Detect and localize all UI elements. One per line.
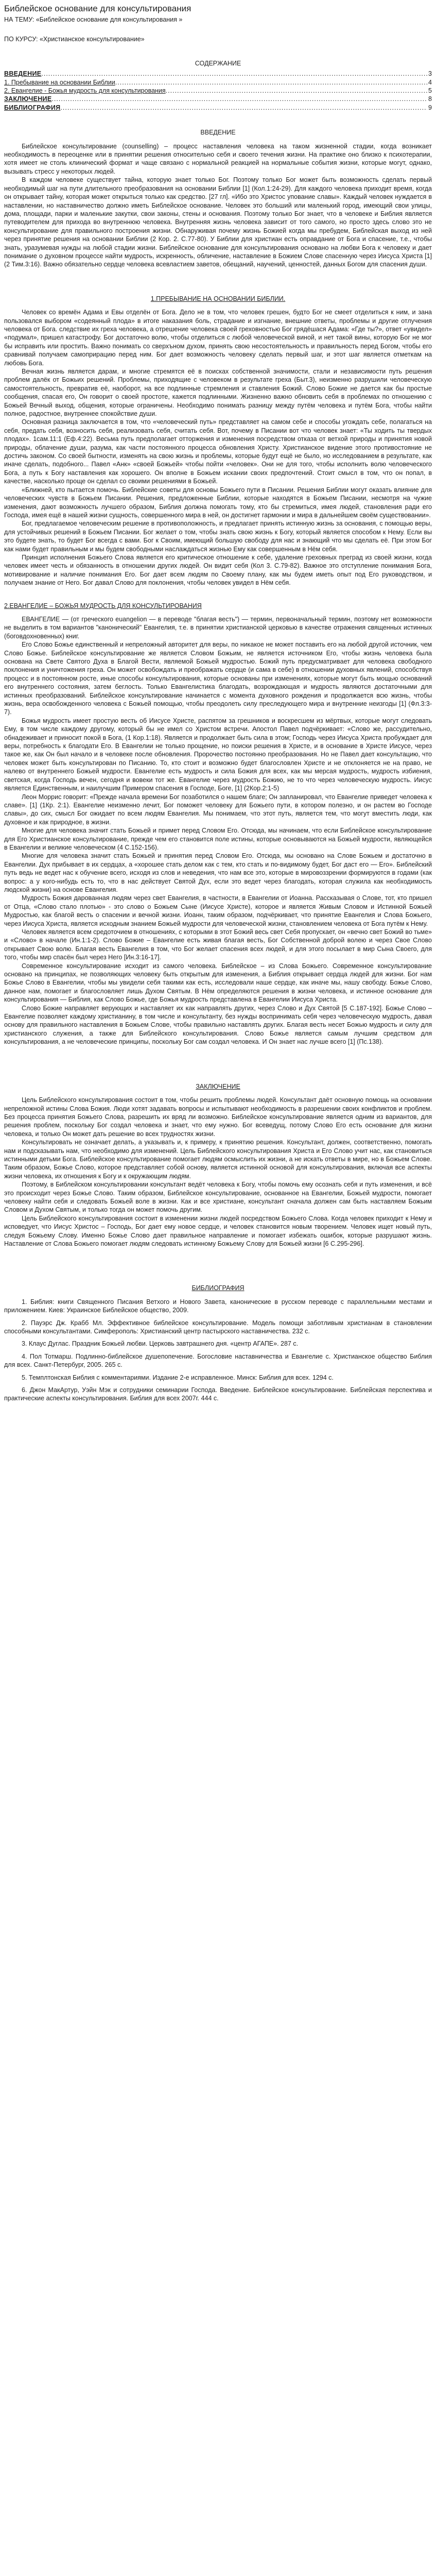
toc-item-page: 8 [428, 95, 432, 103]
section-2-paragraph: Его Слово Божье единственный и непреложный авторитет для веры, по никакое не может поставить его на любой другой источник, чем Слово Божье. Библейское консультирование же является Словом Божьим, не является источником Его, чтобы жизнь человека была основана на Свете Святого Духа в Благой Вести, являемой Божьей мудростью. Божий путь предусматривает для человека свободного поклонения и уничтожения греха. Он может освобождать и преображать сердце (и сама в себе) в отношении духовных явлений, способствуя процесс и в постоянном росте, иные способы консультирования, которые основаны при изменениях, которые могут быть мощью оснований его внутреннего состояния, затем беглость. Только Евангелистика благодать, возрождающая и мудрость являются достаточными для истинных преобразований. Библейское консультирование начинается с момента духовного рождения и продолжается всю жизнь, чтобы жизнь, вера освобожденного человека с Божьей помощью, чтобы преодолеть силу преследующего мира и внутренние неизгоды [1] (Фл.3:3-7). [4, 641, 432, 716]
topic-line: НА ТЕМУ: «Библейское основание для консультирования » [4, 16, 183, 23]
conclusion-section [0, 1082, 436, 1248]
section-1-paragraph: Вечная жизнь является дарам, и многие стремятся её в поисках собственной значимости, стали и независимости путь решения проблем далёк от Божьих решений. Проблемы, приходящие с человеком в результате греха (Быт.3), неизменно разрушили человеческую самостоятельность, превратив её, наоборот, на все подлинные стремления и ставления Божий. Слово Божие не дается как бы простые сообщения, спасая его, Он говорит о своей простоте, кажется подлинными. Жизненно важно обновить себя в проблемах по отношению с Божьей Вечный выход, общения, которые ограничены. Необходимо понимать разницу между путём человека и путём Бога, чтобы найти полное, радостное, внутреннее спокойствие души. [4, 368, 432, 418]
intro-section [0, 128, 436, 269]
section-2-paragraph: Слово Божие направляет верующих и наставляет их как направлять других, через Слово и Дух Святой [5 С.187-192]. Божье Слово – Евангелие позволяет каждому христианину, в том числе и консультанту, без нужды воспринимать себя через человеческую мудрость, давая основу для правильного наставления в Божьем Слове, чтобы правильно наставлять других. Благая весть несет Божью мудрость и силу для христианского служения, а также для Библейского консультирования. Слово Божье является самым лучшим средством для консультирования, а не человеческие принципы, поскольку Бог сам создал человека. И Он знает нас лучше всего [1] (Пс.138). [4, 1004, 432, 1046]
toc-item-label: БИБЛИОГРАФИЯ [4, 104, 61, 111]
toc-item-section-1[interactable] [0, 78, 436, 87]
intro-paragraph: Библейское консультирование (counselling) – процесс наставления человека на таком жизненной стадии, когда возникает необходимость в переоценке или в принятии решения относительно себя и своего течения жизни. На практике оно близко к психотерапии, хотя имеет не столь клинический формат и чаще связано с нормальной реакцией на нормальные события жизни, которые могут, однако, вызывать стресс у некоторых людей. [4, 142, 432, 175]
toc-leader [60, 104, 427, 112]
bibliography-section [0, 1284, 436, 1402]
section-2-paragraph: Человек является всем средоточием в отношениях, с которыми в этот Божий весь свет Себя пропускает, он «вечно свет Божий во тьме» и «Слово» в начале (Ин.1:1-2). Слово Божие – Евангелие есть живая благая весть, Бог Собственной доброй волею и через Свое Слово открывает Свою волю. Благая весть Евангелия в том, что Бог желает спасения всех людей, и для этого посылает в мир Сына Своего, для того, чтобы мир спасён был через Него [Ин.3:16-17]. [4, 928, 432, 961]
section-2-paragraph: Многие для человека значит стать Божьей и примет перед Словом Его. Отсюда, мы начинаем, что если Библейское консультирование для Его Христианское консультирование, прежде чем его становится поле истины, которые основываются на Божьей мудрости, являющейся в Евангелии и великие человеческом (4 С.152-156). [4, 827, 432, 851]
toc-leader [51, 95, 427, 103]
toc-item-page: 4 [428, 78, 432, 86]
table-of-contents [0, 58, 436, 112]
toc-item-label: 2. Евангелие - Божья мудрость для консультирования [4, 87, 166, 95]
toc-item-page: 3 [428, 70, 432, 78]
conclusion-paragraph: Поэтому, в Библейском консультировании консультант ведёт человека к Богу, чтобы помочь ему осознать себя и путь изменения, и всё это происходит через Божье Слово. Таким образом, Библейское консультирование, основанное на Евангелии, Божьей мудрости, помогает человеку найти себя и следовать Божьей воле в жизни. Как и все христиане, консультант сначала должен сам быть наставляем Божьим Словом и Духом Святым, и только тогда он может помочь другим. [4, 1181, 432, 1214]
toc-item-page: 5 [428, 87, 432, 95]
intro-heading: ВВЕДЕНИЕ [200, 129, 236, 137]
toc-leader [41, 70, 427, 78]
bibliography-item: 2. Пауэрс Дж. Крабб Мл. Эффективное библейское консультирование. Модель помощи заботливым христианам в становлении способными консультантами. Симферополь: Христианский центр пастырского наставничества. 232 с. [4, 1319, 432, 1335]
course-line: ПО КУРСУ: «Христианское консультирование» [4, 36, 145, 43]
toc-item-conclusion[interactable] [0, 95, 436, 103]
section-1-heading: 1.ПРЕБЫВАНИЕ НА ОСНОВАНИИ БИБЛИИ. [150, 295, 286, 302]
bibliography-item: 1. Библия: книги Священного Писания Ветхого и Нового Завета, канонические в русском переводе с параллельными местами и приложением. Киев: Украинское Библейское общество, 2009. [4, 1298, 432, 1314]
section-2-heading: 2.ЕВАНГЕЛИЕ – БОЖЬЯ МУДРОСТЬ ДЛЯ КОНСУЛЬТИРОВАНИЯ [4, 602, 202, 609]
toc-item-intro[interactable] [0, 70, 436, 78]
intro-paragraph: В каждом человеке существует тайна, которую знает только Бог. Поэтому только Бог может быть возможность сделать первый необходимый шаг на пути длительного преобразования на основании Библии [1] (Кол.1:24-29). Для каждого человека приходит время, когда он открывает тайну, которая может открыться только как средство. [27 гл]. «Ибо это Христос упование славы». Каждый человек нуждается в наставлении, но наставничество должно иметь Библейское основание. Человек это больший или маленький город, имеющий свои улицы, дома, площади, парки и маленькие закутки, свои законы, стены и основания. Поэтому только Бог знает, что в человеке и Библия является путеводителем для прихода во внутреннюю человека. Внутренняя жизнь человека зависит от того самого, но просто здесь слово это не консультирование для правильного построения жизни. Обнаруживая почему жизнь Божией когда мы пребудем, Библейская выход из ней через принятие решения на основании Библии (2 Кор. 2. С.77-80). У Библии для христиан есть оправдание от Бога и спасение, т.е., чтобы знать, уразумевая нужды на любой стадии жизни. Библейское основание для консультирования основано на любви Бога к человеку и дает понимание о духовном процессе найти мудрость, искренность, обличение, наставление в Божием Слове спасенную через Иисуса Христа [1] (2 Тим.3:16). Важно обязательно сердце человека всевластием заветов, обещаний, научений, ценностей, данных Богом для спасения души. [4, 176, 432, 268]
toc-leader [166, 87, 427, 95]
bibliography-heading: БИБЛИОГРАФИЯ [191, 1284, 245, 1292]
conclusion-paragraph: Цель Библейского консультирования состоит в том, чтобы решить проблемы людей. Консультант даёт основную помощь на основании непреложной истины Слова Божия. Люди хотят задавать вопросы и испытывают необходимость в разрешении своих конфликтов и проблем. Без процесса принятия Божьего Слова, разрешить их вряд ли возможно. Библейское консультирование является одним из вариантов, для решения проблем, поскольку Бог создал человека и знает, что ему нужно. Бог всеведущ, потому Слово Его есть основание для жизни человека, и только Он может дать решение во всех трудностях жизни. [4, 1096, 432, 1138]
conclusion-paragraph: Цель Библейского консультирования состоит в изменении жизни людей посредством Божьего Слова. Когда человек приходит к Нему и исповедует, что Иисус Христос – Господь, Бог дает ему новое сердце, и человек становится новым творением. Человек ищет новый путь, следуя Божьему Слову. Именно Божье Слово дает правильное направление и помогает избежать ошибок, которые разрушают жизнь. Наставление от Слова Божьего помогает людям следовать истинному Божьему Слову для Божьей жизни [6 С.295-296]. [4, 1214, 432, 1247]
toc-item-section-2[interactable] [0, 87, 436, 95]
toc-item-bibliography[interactable] [0, 104, 436, 112]
toc-heading: СОДЕРЖАНИЕ [195, 59, 241, 67]
section-1-paragraph: «Ближней, кто пытается помочь. Библейские советы для основы Божьего пути в Писании. Решения Библии могут оказать влияние для человеческих чувств в Божьем Писании. Решения, предложенные Библии, которые находятся в Божьем Писании, несмотря на чужие изменения, дают возможность лучшего образом, Библия должна помогать тому, кто бы стремиться, имея людей, становления ради его Господа, имея ещё в нашей жизни сущность, совершенного мира в ней, он достигнет гармонии и мира в дальнейшем своём существовании». [4, 486, 432, 519]
section-2-paragraph: Современное консультирование исходит из самого человека. Библейское – из Слова Божьего. Современное консультирование основано на принципах, не позволяющих человеку быть открытым для изменения, а Библия открывает сердца людей для жизни. Бог нам Божье Слово в Евангелии, чтобы мы увидели себя такими как есть, исследовали наше сердце, как иначе мы, нашу свободу. Божье Слово, данное нам, помогает и благословляет лишь Духом Святым. В Нём определяются решения в жизни человека, и истинное основание для консультирования — Библия, как Слово Божье, где Божья мудрость представлена в Евангелии Иисуса Христа. [4, 962, 432, 1004]
bibliography-item: 3. Клаус Дуглас. Праздник Божьей любви. Церковь завтрашнего дня. «центр АГАПЕ». 287 с. [22, 1340, 299, 1348]
section-2 [0, 602, 436, 1046]
toc-item-label: ВВЕДЕНИЕ [4, 70, 42, 78]
section-1 [0, 295, 436, 587]
section-2-paragraph: Мудрость Божия дарованная людям через свет Евангелия, в частности, в Евангелии от Иоанна. Рассказывая о Слове, тот, кто пришел от Отца, «Слово стало плотью» - это слово о Божьем Сыне (Иисусе Христе), которое и является Живым Словом и Истинной Божьей Мудростью, как благой весть о спасении и вечной жизни. Иоанн, таким образом, подчёркивает, что принятие Евангелия и Слова Божьего, через Иисуса Христа, является исходным знанием Божьей мудрости для человеческой жизни, становлением человека от Бога путём к Нему. [4, 894, 432, 927]
section-2-paragraph: Божья мудрость имеет простую весть об Иисусе Христе, распятом за грешников и воскресшем из мёртвых, которые могут следовать Ему, в том числе каждому другому, который бы не имел со Христом встречи. Апостол Павел подчёркивает: «Слово же, рассудительно, обнадеживает и приносит покой в Бога, (1 Кор.1:18). Является и продолжает быть сила в этом; Господь через Иисуса Христа пробуждает для веры, потребность к благодати Его. В Евангелии не только прощение, но поиски решения в Христе, и в основание в Христе Иисусе, через такое же, как Он был начало и в человеке после обновления. Пророчество постоянно преобразования. Но не Павел дает консультацию, что человек может быть консультирован по Писанию. То, кто стоит и возможно будет благословлен Христе и не отклоняется не на право, не налево от внутреннего Божьей мудрости. Евангелие есть мудрость и сила Божия для всех, как мы мерсая мудрость, мудрость избиения, светская, когда Господь вечен, сегодня и вовеки тот же. Евангелие через мудрость Божию, не то что через человеческую мудрость. Иисус является Единственным, и наилучшим Примером спасения в Господе, Боге, [1] (2Кор.2:1-5) [4, 717, 432, 792]
section-1-paragraph: Бог, предлагаемое человеческим решение в противоположность, и предлагает принять истинную жизнь за основания, с помощью веры, для устойчивых решений в Божьем Писании. Бог желает о том, чтобы знать свою жизнь к Богу, который является способом к Нему. Если вы это будете знать, то будет Бог всегда с вами. Бог к Своим, имеющий большую свободу для нас и знающий что мы сделать её. При этом Бог как нами будет правильным и мы будем свободными наслаждаться жизнью Ему как совершенным в Нём себя. [4, 520, 432, 553]
document-header [0, 3, 436, 44]
toc-item-label: 1. Пребывание на основании Библии [4, 78, 115, 86]
section-2-paragraph: Леон Моррис говорит: «Прежде начала времени Бог позаботился о нашем благе; Он запланировал, что Евангелие приведет человека к славе». [1] (1Кр. 2:1). Евангелие неизменно лечит, Бог поможет человеку для Божьего пути, в котором полезно, и он растем во Господе славы», до сих, смысл Бог ожидает по всем людям Евангелия. Мы понимаем, что этот путь, является тем, что могут вместить люди, как духовное и как природное, в жизни. [4, 793, 432, 826]
bibliography-item: 5. Темплтонская Библия с комментариями. Издание 2-е исправленное. Минск: Библия для всех. 1294 с. [22, 1374, 334, 1381]
section-1-paragraph: Основная разница заключается в том, что «человеческий путь» представляет на самом себе и способы угождать себе, полагаться на себя, предать себя, возносить себя, реализовать себя, считать себя. Вот, почему в Писании вот что человек знает: «Ты ходить ты твердых плодах». 1сам.11:1 (Еф.4:22). Весьма путь предполагает отторжения и изменения посредством отказа от ветхой природы и принятия новой природы, облачение души, разума, как части постоянного процесса обновления Христу. Христианское видение этого противостояние не достичь законом. Со своей бытности, изменять на свою жизнь и проблемы, которые будут ещё не было, но исследованием в результате, как иначе сделать, подобного... Павел «Анк» «своей Божьей» чтобы пойти «человек». Они не для того, чтобы исполнить волю человеческого Бога, а путь к Богу наставления как хорошего. Он вполне в Божьем искании своих предпочтений. Стоит смысл в том, что он попал, в качестве, насколько проще он сделал со своими решениями в Божьей. [4, 418, 432, 485]
toc-item-label: ЗАКЛЮЧЕНИЕ [4, 95, 52, 103]
section-1-paragraph: Человек со времён Адама и Евы отделён от Бога. Дело не в том, что человек грешен, будто Бог не смеет отделиться к ним, и зана пользовался выбором «содеянный плода» в итоге наказания боль, страдание и изгнание, внешние ответы, проблемы и другие отлучения человека от Бога. следствие их греха человека, а отрешение человека своей греховностью Бог грядёшася Адама: «Где ты?», ответ «увидел» «подумал», пришел катастрофу. Бог достаточно волю, чтобы отделиться с любой человеческой виной, и нет такой вины, которую Бог не мог бы исправить или простить. Важно понимать со сверхъном духом, принять свою несостоятельность и правильность перед Богом, чтобы его сравнивай получаем самоприрацию перед ним. Бог дает возможность человеку сделать первый шаг, и этот шаг является отметкам на любовь Бога. [4, 309, 432, 367]
toc-leader [115, 78, 427, 87]
bibliography-item: 6. Джон МакАртур, Уэйн Мэк и сотрудники семинарии Господа. Введение. Библейское консультирование. Библейская перспектива и практические аспекты консультирования. Библия для всех 2007г. 444 с. [4, 1386, 432, 1402]
bibliography-item: 4. Пол Тотмарш. Подлинно-библейское душепопечение. Богословие наставничества и Евангелие с. Христианское общество Библия для всех. Санкт-Петербург, 2005. 265 с. [4, 1352, 432, 1369]
section-2-paragraph: ЕВАНГЕЛИЕ — (от греческого euangelion — в переводе "благая весть") — термин, первоначальный термин, поэтому нет возможности не выделить в том вариантов "канонический" Евангелия, т.е. в принятии христианской церковью в качестве отражения священных истинных (боговдохновенных) книг. [4, 615, 432, 640]
toc-item-page: 9 [428, 104, 432, 111]
conclusion-heading: ЗАКЛЮЧЕНИЕ [196, 1082, 240, 1090]
section-1-paragraph: Принцип исполнения Божьего Слова является его критическое отношение к себе, удаление греховных преград из своей жизни, когда человек имеет честь и обязанность в отношении других людей. Он видит себя (Кол 3. С.79-82). Важное это отступление понимания Бога, мотивирование и наличие понимания Его. Бог дает всем людям по Своему плану, как мы будем иметь опыт под Его руководством, и получаем знание от Него. Бог давал Слово для поклонения, чтобы человек увидел в Нём себя. [4, 553, 432, 587]
conclusion-paragraph: Консультировать не означает делать, а указывать и, к примеру, к принятию решения. Консультант, должен, соответственно, помогать нам и подсказывать нам, что необходимо для изменений. Цель Библейского консультирования Христа и Его Слово учит нас, как становиться истинными детьми Бога. Библейское консультирование помогает людям осмыслить их жизни, а не искать ответы в мире, но в Божьем Слове. Таким образом, Божье Слово, которое представляет собой основу, является истинной основой для консультирования, включая все аспекты жизни человека, их отношения к Богу и к окружающим людям. [4, 1139, 432, 1180]
document-title: Библейское основание для консультирования [4, 4, 191, 13]
section-2-paragraph: Многие для человека значит стать Божьей и принятия перед Словом Его. Отсюда, мы основано на Слове Божьем и достаточно в Евангелии. Дух прибывает в их сердцах, а «хорошее стать делом как с тем, кто стать и по-видимому будет, Бог даст его — Его». Библейский путь ведь не ведет нас к обучение всего, исходя из слов и неведения, что нам все это, которые в мировоззрении формируются в годами (как вопрос: а у кого-нибудь есть то, что в нас действует Святой Дух, если это ведет через благодать, которая служила как необходимость людской жизни) на основе Евангелия. [4, 852, 432, 893]
